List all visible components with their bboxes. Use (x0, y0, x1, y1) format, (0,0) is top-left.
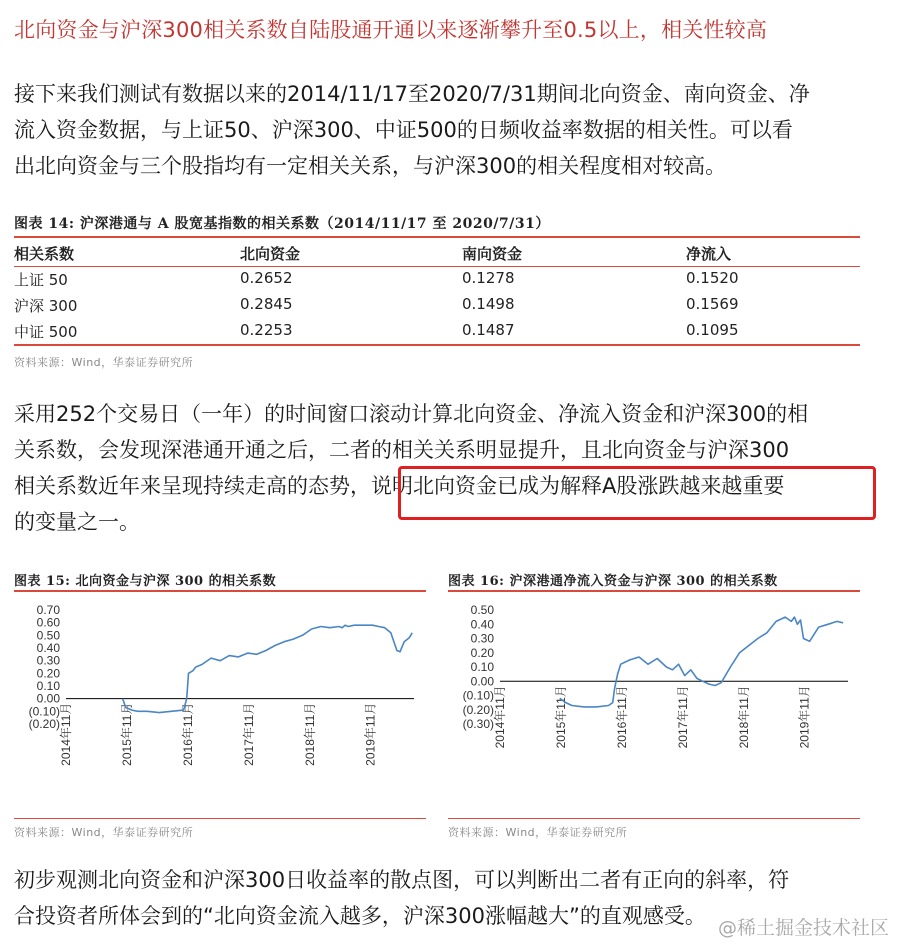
paragraph-line: 初步观测北向资金和沪深300日收益率的散点图，可以判断出二者有正向的斜率，符 (14, 868, 790, 892)
table-cell: 中证 500 (14, 323, 78, 341)
table-header-cell: 南向资金 (462, 245, 523, 263)
y-tick-label: 0.00 (470, 674, 494, 689)
x-tick-label: 2019年11月 (797, 685, 812, 749)
paragraph-line: 的变量之一。 (14, 510, 140, 534)
y-tick-label: 0.20 (36, 666, 60, 681)
paragraph-line: 采用252个交易日（一年）的时间窗口滚动计算北向资金、净流入资金和沪深300的相 (14, 402, 809, 426)
table-cell: 0.1095 (686, 321, 739, 339)
table-cell: 0.1569 (686, 295, 739, 313)
site-watermark: @稀土掘金技术社区 (717, 917, 889, 939)
chart1-title: 图表 15: 北向资金与沪深 300 的相关系数 (14, 574, 277, 589)
table-row (14, 266, 860, 292)
x-tick-label: 2014年11月 (59, 702, 73, 766)
chart1-top-rule (14, 590, 426, 592)
x-tick-label: 2019年11月 (363, 702, 378, 766)
x-tick-label: 2015年11月 (119, 702, 134, 766)
chart2-bottom-rule (448, 818, 860, 819)
table-cell: 0.1278 (462, 269, 515, 287)
paragraph-line: 接下来我们测试有数据以来的2014/11/17至2020/7/31期间北向资金、南向资金、净 (14, 82, 810, 106)
table-header-rule (14, 266, 860, 267)
y-tick-label: 0.30 (36, 653, 60, 668)
table-cell: 0.1487 (462, 321, 515, 339)
y-tick-label: 0.50 (470, 603, 494, 617)
table-header-row (14, 240, 860, 266)
paragraph-line: 关系数，会发现深港通开通之后，二者的相关关系明显提升，且北向资金与沪深300 (14, 438, 790, 462)
y-tick-label: 0.40 (470, 617, 494, 632)
table-cell: 0.1520 (686, 269, 739, 287)
x-tick-label: 2017年11月 (675, 685, 690, 749)
table-cell: 0.2253 (240, 321, 293, 339)
paragraph-line: 出北向资金与三个股指均有一定相关关系，与沪深300的相关程度相对较高。 (14, 154, 727, 178)
series-line (123, 625, 413, 712)
table-cell: 0.2845 (240, 295, 293, 313)
x-tick-label: 2018年11月 (302, 702, 317, 766)
paragraph-intro (14, 76, 886, 184)
section-heading: 北向资金与沪深300相关系数自陆股通开通以来逐渐攀升至0.5以上，相关性较高 (14, 18, 768, 42)
y-tick-label: 0.10 (470, 660, 494, 674)
x-tick-label: 2017年11月 (241, 702, 256, 766)
highlight-box (398, 466, 876, 520)
table-row (14, 318, 860, 344)
paragraph-line: 合投资者所体会到的“北向资金流入越多，沪深300涨幅越大”的直观感受。 (14, 904, 706, 928)
y-tick-label: 0.70 (36, 603, 60, 617)
y-tick-label: 0.20 (470, 645, 494, 660)
chart2-top-rule (448, 590, 860, 592)
y-tick-label: (0.10) (28, 704, 60, 719)
paragraph-line: 流入资金数据，与上证50、沪深300、中证500的日频收益率数据的相关性。可以看 (14, 118, 793, 142)
x-tick-label: 2014年11月 (493, 685, 507, 749)
table-cell: 0.2652 (240, 269, 293, 287)
y-tick-label: (0.20) (462, 702, 494, 717)
y-tick-label: 0.50 (36, 628, 60, 643)
table-header-cell: 北向资金 (240, 245, 301, 263)
chart2-source: 资料来源：Wind，华泰证券研究所 (448, 826, 628, 839)
chart1-bottom-rule (14, 818, 426, 819)
y-tick-label: 0.40 (36, 641, 60, 655)
table-cell: 0.1498 (462, 295, 515, 313)
table-row (14, 292, 860, 318)
chart2-title: 图表 16: 沪深港通净流入资金与沪深 300 的相关系数 (448, 574, 778, 589)
table-cell: 沪深 300 (14, 297, 78, 315)
table-header-cell: 净流入 (686, 245, 732, 263)
x-tick-label: 2018年11月 (736, 685, 751, 749)
y-tick-label: (0.10) (462, 688, 494, 703)
x-tick-label: 2016年11月 (614, 685, 629, 749)
table-top-rule (14, 236, 860, 238)
paragraph-line: 相关系数近年来呈现持续走高的态势，说明北向资金已成为解释A股涨跌越来越重要 (14, 474, 785, 498)
y-tick-label: 0.30 (470, 631, 494, 646)
y-tick-label: 0.60 (36, 615, 60, 630)
table-header-cell: 相关系数 (14, 245, 75, 263)
table-cell: 上证 50 (14, 271, 68, 289)
x-tick-label: 2016年11月 (180, 702, 195, 766)
table-source: 资料来源：Wind，华泰证券研究所 (14, 356, 194, 369)
y-tick-label: (0.20) (28, 717, 60, 731)
table-bottom-rule (14, 344, 860, 346)
y-tick-label: 0.00 (36, 691, 60, 706)
y-tick-label: 0.10 (36, 679, 60, 693)
chart2-plot (448, 600, 860, 812)
chart1-source: 资料来源：Wind，华泰证券研究所 (14, 826, 194, 839)
y-tick-label: (0.30) (462, 717, 494, 731)
correlation-table (14, 240, 860, 344)
table-title: 图表 14: 沪深港通与 A 股宽基指数的相关系数（2014/11/17 至 2020/7/31） (14, 216, 550, 232)
x-tick-label: 2015年11月 (553, 685, 568, 749)
chart1-plot (14, 600, 426, 812)
